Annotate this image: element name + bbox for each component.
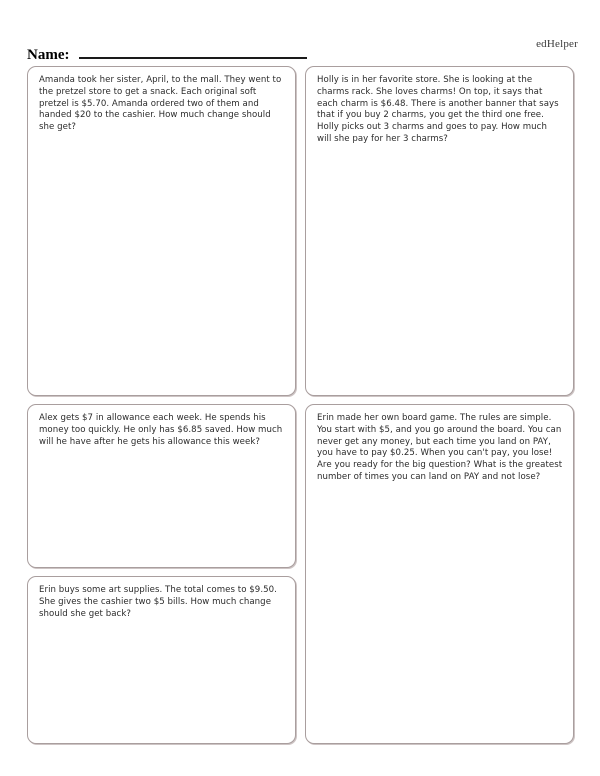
problem-box-2[interactable] bbox=[305, 66, 574, 396]
problem-box-5[interactable] bbox=[27, 576, 296, 744]
problem-text-2: Holly is in her favorite store. She is looking at the charms rack. She loves charms! On top, it says that each charm is $6.48. There is another banner that says that if you buy 2 charms, you get the third one free. Holly picks out 3 charms and goes to pay. How much will she pay for her 3 charms? bbox=[317, 75, 559, 144]
problem-text-1: Amanda took her sister, April, to the mall. They went to the pretzel store to get a snack. Each original soft pretzel is $5.70. Amanda ordered two of them and handed $20 to the cashier. How much change should she get? bbox=[39, 75, 282, 133]
name-field-row bbox=[27, 47, 307, 64]
problem-text-5: Erin buys some art supplies. The total comes to $9.50. She gives the cashier two $5 bills. How much change should she get back? bbox=[39, 585, 277, 619]
edhelper-logo: edHelper bbox=[536, 38, 578, 50]
problem-box-4[interactable] bbox=[305, 404, 574, 744]
problem-box-3[interactable] bbox=[27, 404, 296, 568]
problem-box-1[interactable] bbox=[27, 66, 296, 396]
name-input-line[interactable] bbox=[79, 57, 307, 59]
name-label: Name: bbox=[27, 47, 70, 63]
problem-text-4: Erin made her own board game. The rules are simple. You start with $5, and you go around the board. You can never get any money, but each time you land on PAY, you have to pay $0.25. When you can't pay, you lose! Are you ready for the big question? What is the greatest number of times you can land on PAY and not lose? bbox=[317, 413, 563, 482]
problem-text-3: Alex gets $7 in allowance each week. He spends his money too quickly. He only has $6.85 saved. How much will he have after he gets his allowance this week? bbox=[39, 413, 283, 447]
